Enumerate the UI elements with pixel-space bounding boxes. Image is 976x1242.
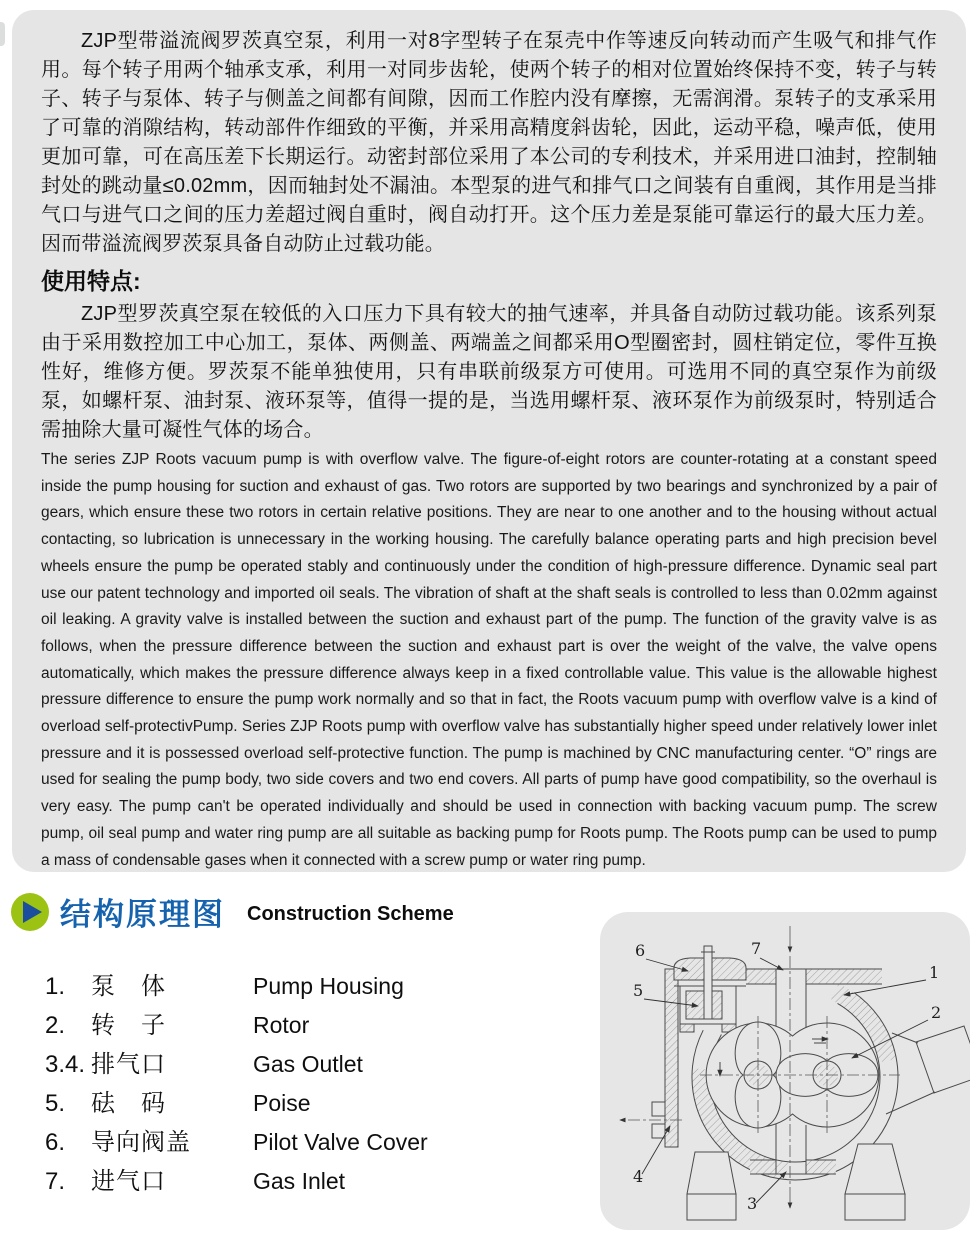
description-panel <box>12 10 966 872</box>
part-name-en: Pump Housing <box>253 973 404 999</box>
section-title-en: Construction Scheme <box>247 903 454 925</box>
callout-7: 7 <box>751 939 762 958</box>
part-name-en: Gas Inlet <box>253 1168 346 1194</box>
callout-4: 4 <box>633 1167 644 1186</box>
construction-diagram-panel <box>600 912 970 1230</box>
part-number: 7. <box>45 1168 66 1195</box>
construction-diagram <box>600 912 970 1230</box>
list-item <box>45 1161 525 1200</box>
page-edge-artifact <box>0 22 5 46</box>
part-number: 3.4. <box>45 1051 86 1078</box>
part-name-zh: 进气口 <box>91 1168 166 1195</box>
part-number: 5. <box>45 1090 66 1117</box>
part-number: 6. <box>45 1129 66 1156</box>
callout-6: 6 <box>635 941 646 960</box>
part-name-en: Gas Outlet <box>253 1051 363 1077</box>
section-title-zh: 结构原理图 <box>60 897 225 932</box>
part-name-en: Poise <box>253 1090 311 1116</box>
parts-legend <box>45 966 525 1200</box>
callout-3: 3 <box>747 1194 758 1213</box>
section-header <box>10 889 454 934</box>
play-badge-icon <box>10 892 50 932</box>
list-item <box>45 966 525 1005</box>
callout-2: 2 <box>931 1003 942 1022</box>
list-item <box>45 1044 525 1083</box>
features-heading: 使用特点: <box>41 268 141 294</box>
part-name-zh: 泵 体 <box>91 973 166 1000</box>
part-name-en: Pilot Valve Cover <box>253 1129 428 1155</box>
part-name-zh: 导向阀盖 <box>91 1129 191 1156</box>
part-name-zh: 排气口 <box>91 1051 166 1078</box>
description-paragraph-en: The series ZJP Roots vacuum pump is with overflow valve. The figure-of-eight rotors are counter-rotating at a constant speed inside the pump housing for suction and exhaust of gas. Two rotors are supported by two bearings and synchronized by a pair of gears, which ensure these two rotors in certain relative positions. They are near to one another and to the housing without actual contacting, so lubrication is unnecessary in the working housing. The carefully balance operating parts and high precision bevel wheels ensure the pump be operated stably and continuously under the condition of high-pressure difference. Dynamic seal part use our patent technology and imported oil seals. The vibration of shaft at the shaft seals is controlled to less than 0.02mm against oil leaking. A gravity valve is installed between the suction and exhaust part of the pump. The function of the gravity valve is as follows, when the pressure difference between the suction and exhaust part is over the weight of the valve, the valve opens automatically, which makes the pressure difference always keep in a fixed controllable value. This value is the allowable highest pressure difference to ensure the pump work normally and so that in fact, the Roots vacuum pump with overflow valve is a kind of overload self-protectivPump. Series ZJP Roots pump with overflow valve has substantially higher speed under relatively lower inlet pressure and it is possessed overload self-protective function. The pump is machined by CNC manufacturing center. “O” rings are used for sealing the pump body, two side covers and two end covers. All parts of pump have good compatibility, so the overhaul is very easy. The pump can't be operated individually and should be used in connection with backing vacuum pump. The screw pump, oil seal pump and water ring pump are all suitable as backing pump for Roots pump. The Roots pump can be used to pump a mass of condensable gases when it connected with a screw pump or water ring pump. <box>41 451 937 869</box>
part-number: 2. <box>45 1012 66 1039</box>
list-item <box>45 1122 525 1161</box>
part-name-en: Rotor <box>253 1012 310 1038</box>
callout-5: 5 <box>633 981 644 1000</box>
part-name-zh: 砝 码 <box>91 1090 166 1117</box>
part-number: 1. <box>45 973 66 1000</box>
part-name-zh: 转 子 <box>91 1012 166 1039</box>
intro-paragraph-zh: ZJP型带溢流阀罗茨真空泵，利用一对8字型转子在泵壳中作等速反向转动而产生吸气和排气作用。每个转子用两个轴承支承，利用一对同步齿轮，使两个转子的相对位置始终保持不变，转子与转子、转子与泵体、转子与侧盖之间都有间隙，因而工作腔内没有摩擦，无需润滑。泵转子的支承采用了可靠的消隙结构，转动部件作细致的平衡，并采用高精度斜齿轮，因此，运动平稳，噪声低，使用更加可靠，可在高压差下长期运行。动密封部位采用了本公司的专利技术，并采用进口油封，控制轴封处的跳动量≤0.02mm，因而轴封处不漏油。本型泵的进气和排气口之间装有自重阀，其作用是当排气口与进气口之间的压力差超过阀自重时，阀自动打开。这个压力差是泵能可靠运行的最大压力差。因而带溢流阀罗茨泵具备自动防止过载功能。 <box>41 30 937 255</box>
list-item <box>45 1083 525 1122</box>
callout-1: 1 <box>929 963 940 982</box>
list-item <box>45 1005 525 1044</box>
features-paragraph-zh: ZJP型罗茨真空泵在较低的入口压力下具有较大的抽气速率，并具备自动防过载功能。该系列泵由于采用数控加工中心加工，泵体、两侧盖、两端盖之间都采用O型圈密封，圆柱销定位，零件互换性好，维修方便。罗茨泵不能单独使用，只有串联前级泵方可使用。可选用不同的真空泵作为前级泵，如螺杆泵、油封泵、液环泵等，值得一提的是，当选用螺杆泵、液环泵作为前级泵时，特别适合需抽除大量可凝性气体的场合。 <box>41 303 937 441</box>
